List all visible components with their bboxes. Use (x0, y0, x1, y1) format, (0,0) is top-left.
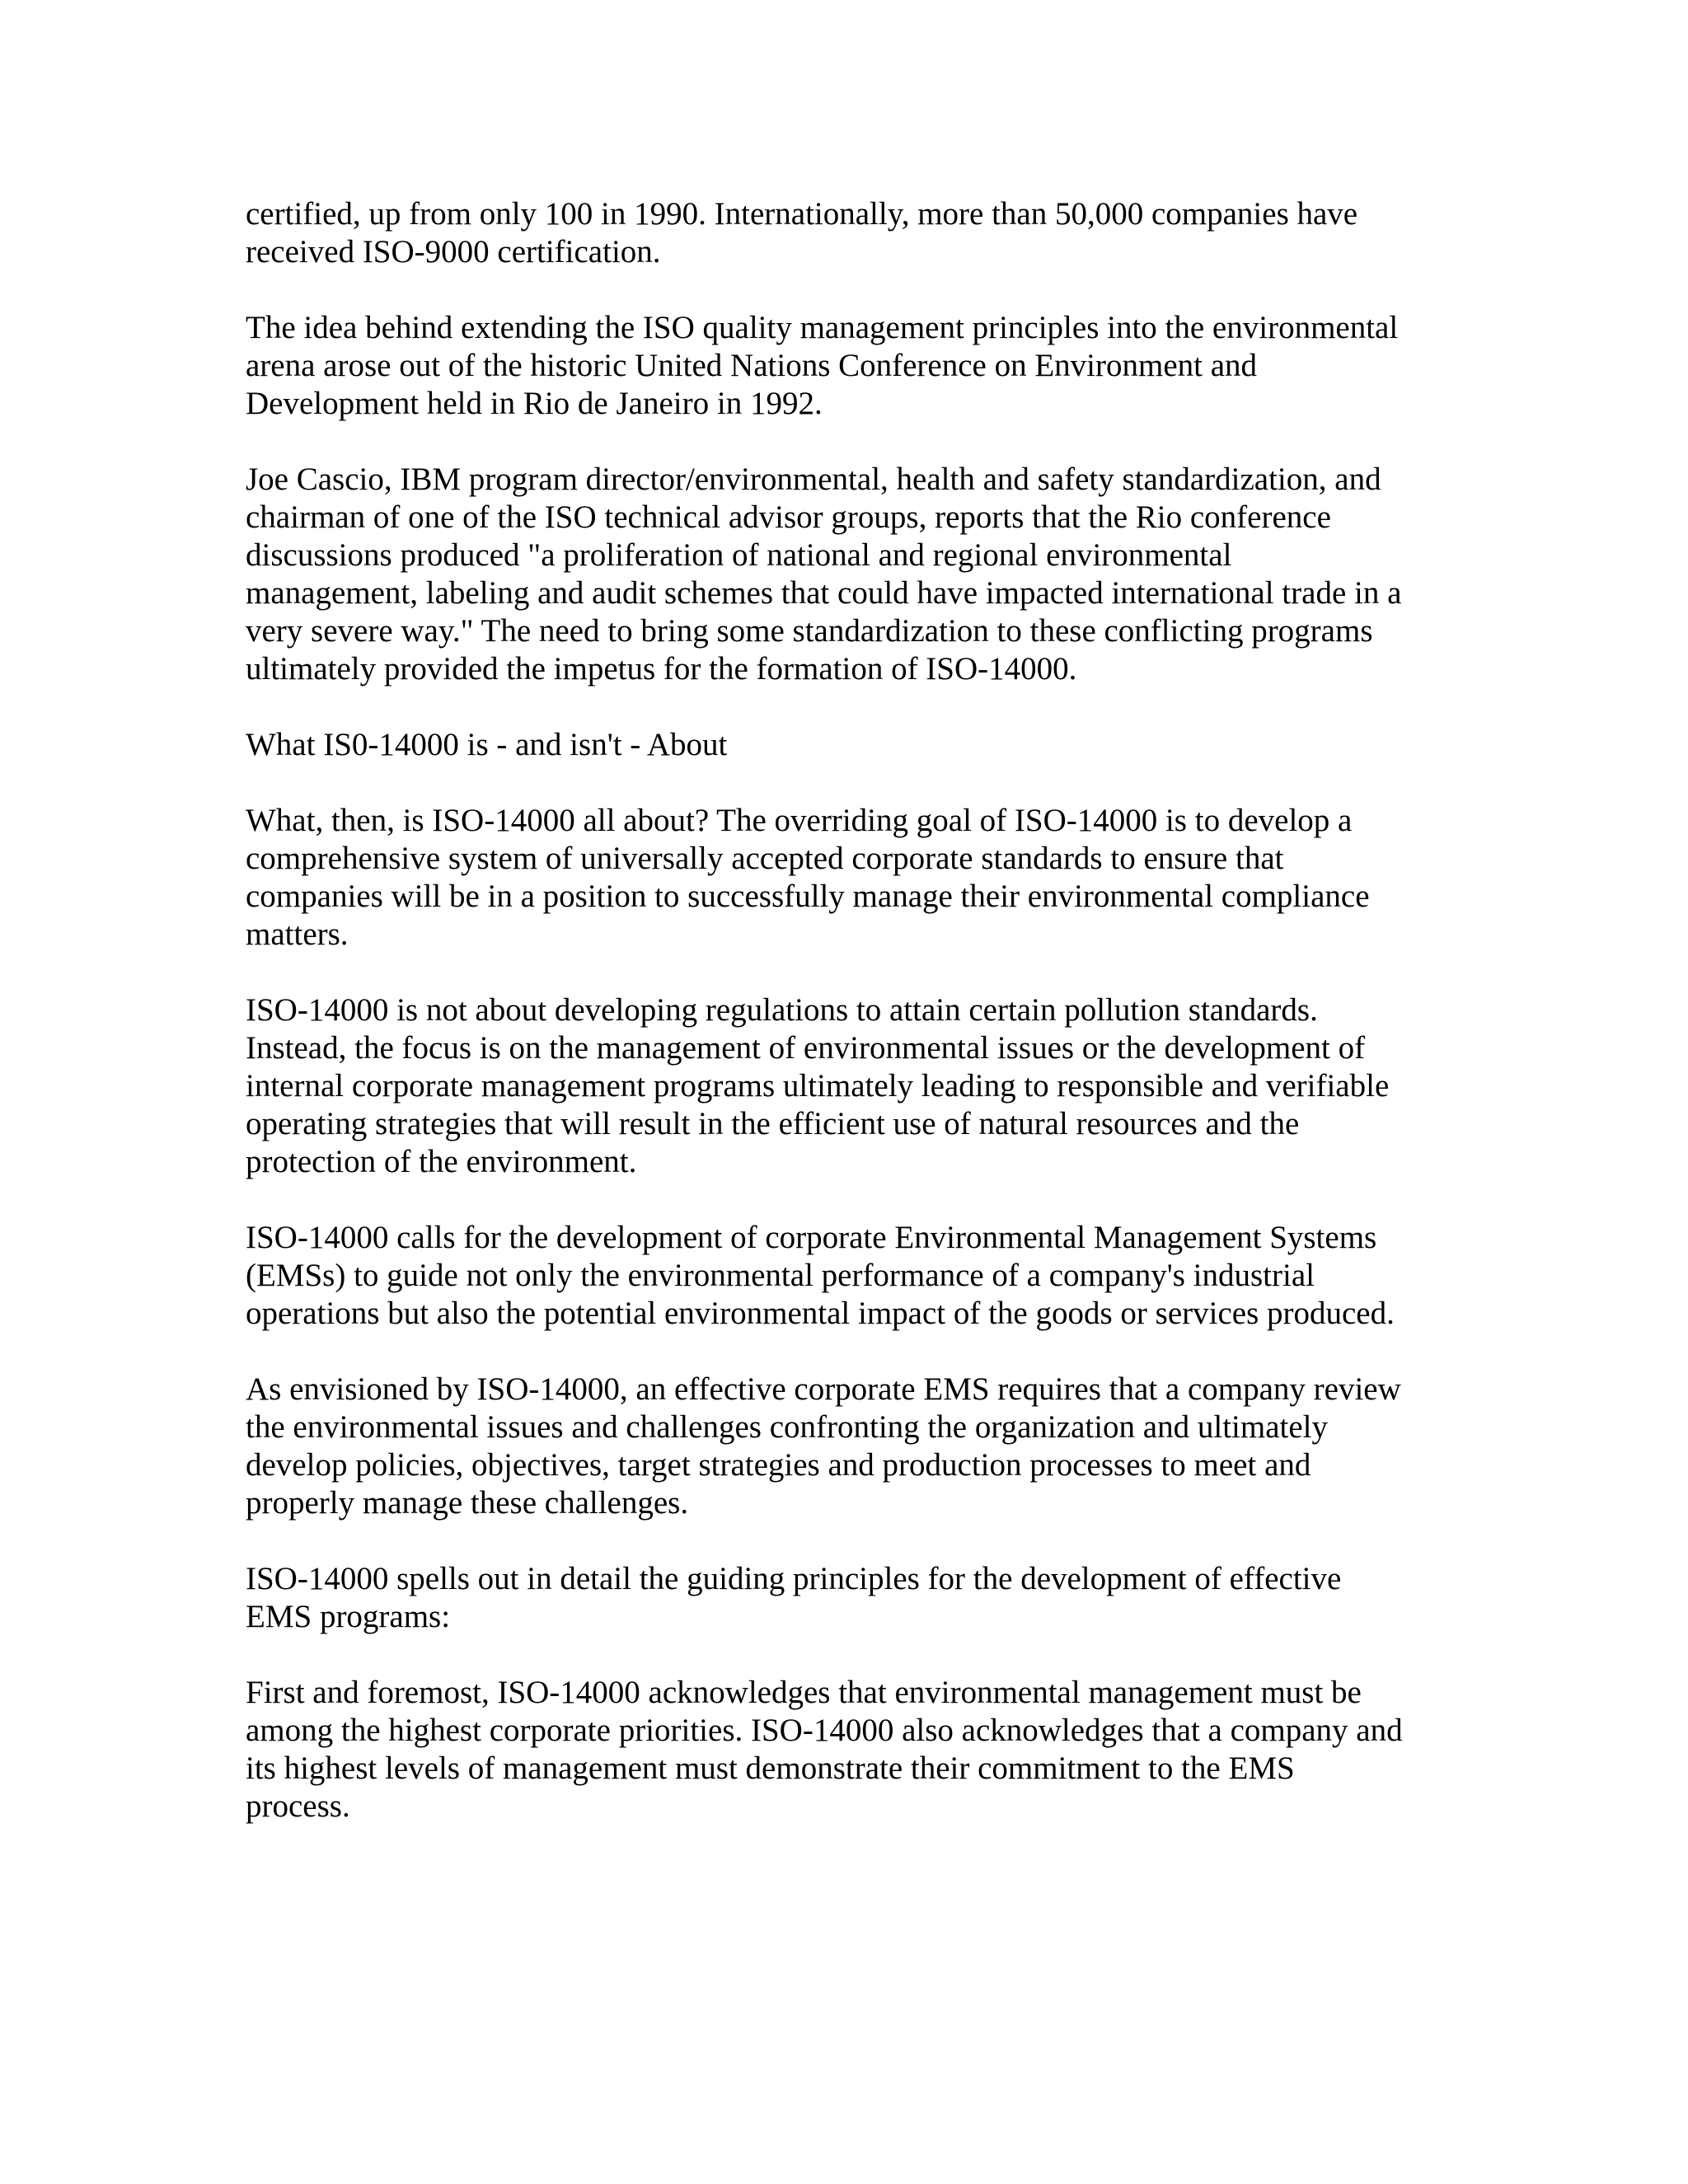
paragraph-guiding-principles: ISO-14000 spells out in detail the guiding principles for the development of effective EMS programs: (246, 1561, 1342, 1634)
document-page (246, 195, 1465, 1863)
section-heading: What IS0-14000 is - and isn't - About (246, 727, 728, 762)
paragraph-certification-stats: certified, up from only 100 in 1990. Internationally, more than 50,000 companies have received ISO-9000 certification. (246, 196, 1358, 269)
paragraph-first-and-foremost: First and foremost, ISO-14000 acknowledges that environmental management must be among the highest corporate priorities. ISO-14000 also acknowledges that a company and its highest levels of management must demonstrate their commitment to the EMS process. (246, 1675, 1403, 1824)
paragraph-effective-ems: As envisioned by ISO-14000, an effective corporate EMS requires that a company review the environmental issues and challenges confronting the organization and ultimately develop policies, objectives, target strategies and production processes to meet and properly manage these challenges. (246, 1371, 1401, 1521)
paragraph-ems-development: ISO-14000 calls for the development of corporate Environmental Management Systems (EMSs) to guide not only the environmental performance of a company's industrial operations but also the potential environmental impact of the goods or services produced. (246, 1220, 1395, 1331)
paragraph-overriding-goal: What, then, is ISO-14000 all about? The overriding goal of ISO-14000 is to develop a comprehensive system of universally accepted corporate standards to ensure that companies will be in a position to successfully manage their environmental compliance matters. (246, 803, 1370, 952)
paragraph-cascio-quote: Joe Cascio, IBM program director/environmental, health and safety standardization, and chairman of one of the ISO technical advisor groups, reports that the Rio conference discussions produced "a proliferation of national and regional environmental management, labeling and audit schemes that could have impacted international trade in a very severe way." The need to bring some standardization to these conflicting programs ultimately provided the impetus for the formation of ISO-14000. (246, 462, 1402, 687)
paragraph-not-regulations: ISO-14000 is not about developing regulations to attain certain pollution standards. Instead, the focus is on the management of environmental issues or the development of internal corporate management programs ultimately leading to responsible and verifiable operating strategies that will result in the efficient use of natural resources and the protection of the environment. (246, 992, 1390, 1179)
paragraph-rio-origin: The idea behind extending the ISO quality management principles into the environmental arena arose out of the historic United Nations Conference on Environment and Development held in Rio de Janeiro in 1992. (246, 310, 1399, 421)
